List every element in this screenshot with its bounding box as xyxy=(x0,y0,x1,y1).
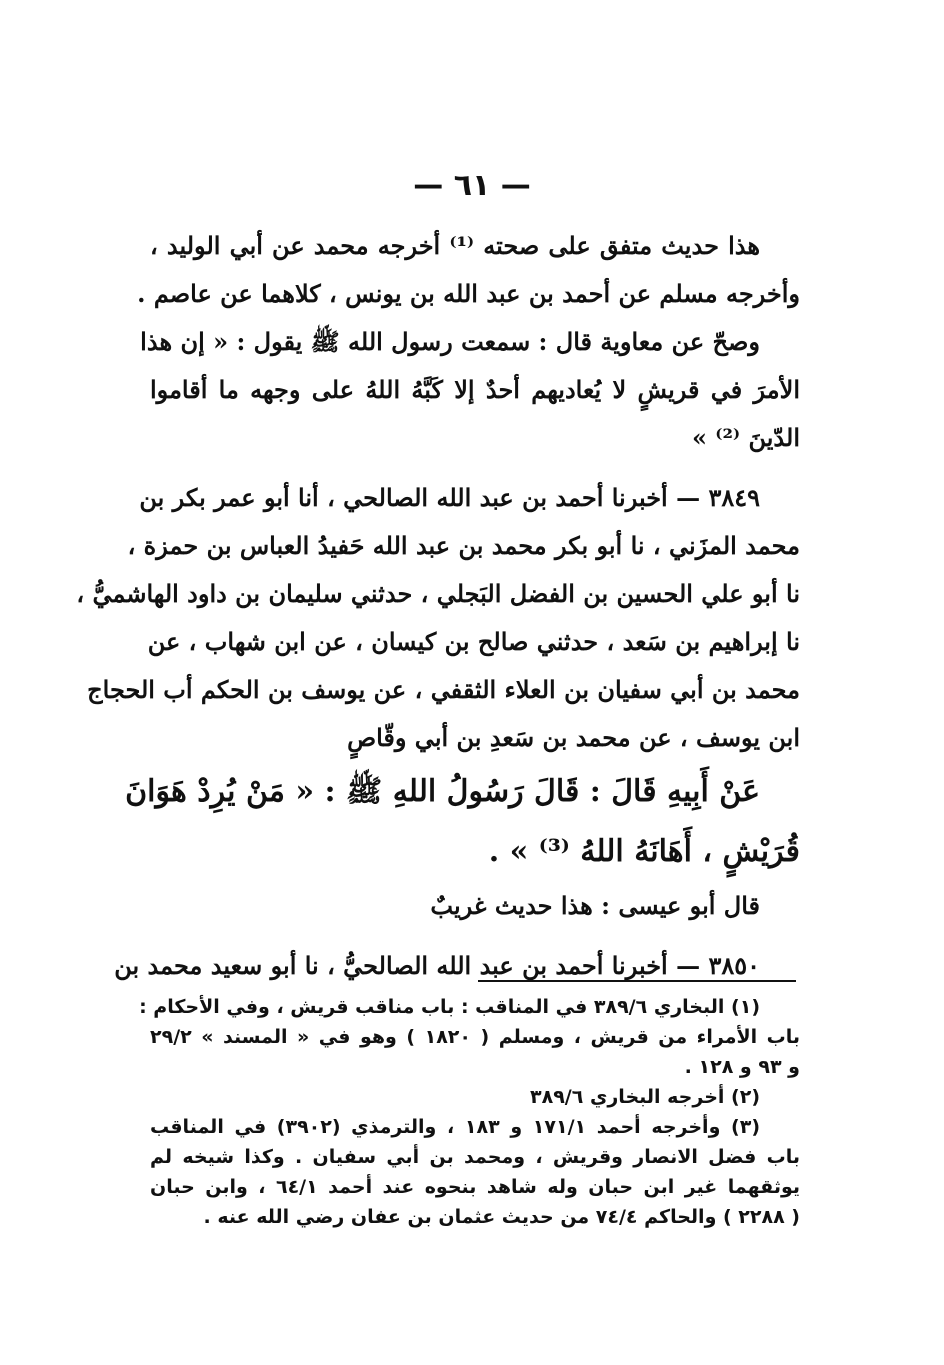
text-line: عَنْ أَبِيهِ قَالَ : قَالَ رَسُولُ اللهِ ﷺ : « مَنْ يُرِدْ هَوَانَ xyxy=(125,774,760,809)
text-line: قال أبو عيسى : هذا حديث غريبٌ xyxy=(430,891,760,920)
footnote-line: باب فضل الانصار وقريش ، ومحمد بن أبي سفيان . وكذا شيخه لم xyxy=(150,1146,800,1168)
footnote-line: يوثقهما غير ابن حبان وله شاهد بنحوه عند أحمد ٦٤/١ ، وابن حبان xyxy=(150,1176,800,1198)
text-line: ٣٨٥٠ — أخبرنا أحمد بن عبد الله الصالحيُّ ، نا أبو سعيد محمد بن xyxy=(114,951,760,980)
text-line: قُرَيْشٍ ، أَهَانَهُ اللهُ ⁽³⁾ » . xyxy=(488,834,800,869)
text-line: وأخرجه مسلم عن أحمد بن عبد الله بن يونس ، كلاهما عن عاصم . xyxy=(137,279,800,308)
text-line: محمد بن أبي سفيان بن العلاء الثقفي ، عن يوسف بن الحكم أب الحجاج xyxy=(87,675,800,704)
footnote-line: و ٩٣ و ١٢٨ . xyxy=(684,1056,800,1078)
paragraph-gap xyxy=(150,462,800,474)
text-line: نا أبو علي الحسين بن الفضل البَجلي ، حدثني سليمان بن داود الهاشميُّ ، xyxy=(76,579,800,608)
footnote-line: (٣) وأخرجه أحمد ١٧١/١ و ١٨٣ ، والترمذي (٣٩٠٢) في المناقب xyxy=(150,1116,761,1138)
text-line: محمد المزَني ، نا أبو بكر محمد بن عبد الله حَفيدُ العباس بن حمزة ، xyxy=(127,531,800,560)
text-line: الأمرَ في قريشٍ لا يُعاديهم أحدٌ إلا كَبَّهُ اللهُ على وجهه ما أقاموا xyxy=(150,375,800,404)
main-text xyxy=(76,222,800,990)
paragraph-gap xyxy=(150,930,800,942)
footnotes xyxy=(139,992,801,1232)
text-line: وصحّ عن معاوية قال : سمعت رسول الله ﷺ يقول : « إن هذا xyxy=(140,327,760,356)
footnote-line: باب الأمراء من قريش ، ومسلم ( ١٨٢٠ ) وهو في « المسند » ٢٩/٢ xyxy=(150,1026,801,1048)
text-line: هذا حديث متفق على صحته ⁽¹⁾ أخرجه محمد عن أبي الوليد ، xyxy=(150,231,760,260)
page-number: — ٦١ — xyxy=(413,168,531,203)
footnote-line: (١) البخاري ٣٨٩/٦ في المناقب : باب مناقب قريش ، وفي الأحكام : xyxy=(139,996,760,1018)
text-line: ٣٨٤٩ — أخبرنا أحمد بن عبد الله الصالحي ، أنا أبو عمر بكر بن xyxy=(139,483,760,512)
text-line: ابن يوسف ، عن محمد بن سَعدِ بن أبي وقّاصٍ xyxy=(347,723,800,752)
text-line: نا إبراهيم بن سَعد ، حدثني صالح بن كيسان ، عن ابن شهاب ، عن xyxy=(147,627,800,656)
text-line: الدّينَ ⁽²⁾ » xyxy=(691,423,800,452)
footnote-separator xyxy=(478,980,796,982)
footnote-line: ( ٢٢٨٨ ) والحاكم ٧٤/٤ من حديث عثمان بن عفان رضي الله عنه . xyxy=(203,1206,800,1228)
footnote-line: (٢) أخرجه البخاري ٣٨٩/٦ xyxy=(530,1086,760,1108)
